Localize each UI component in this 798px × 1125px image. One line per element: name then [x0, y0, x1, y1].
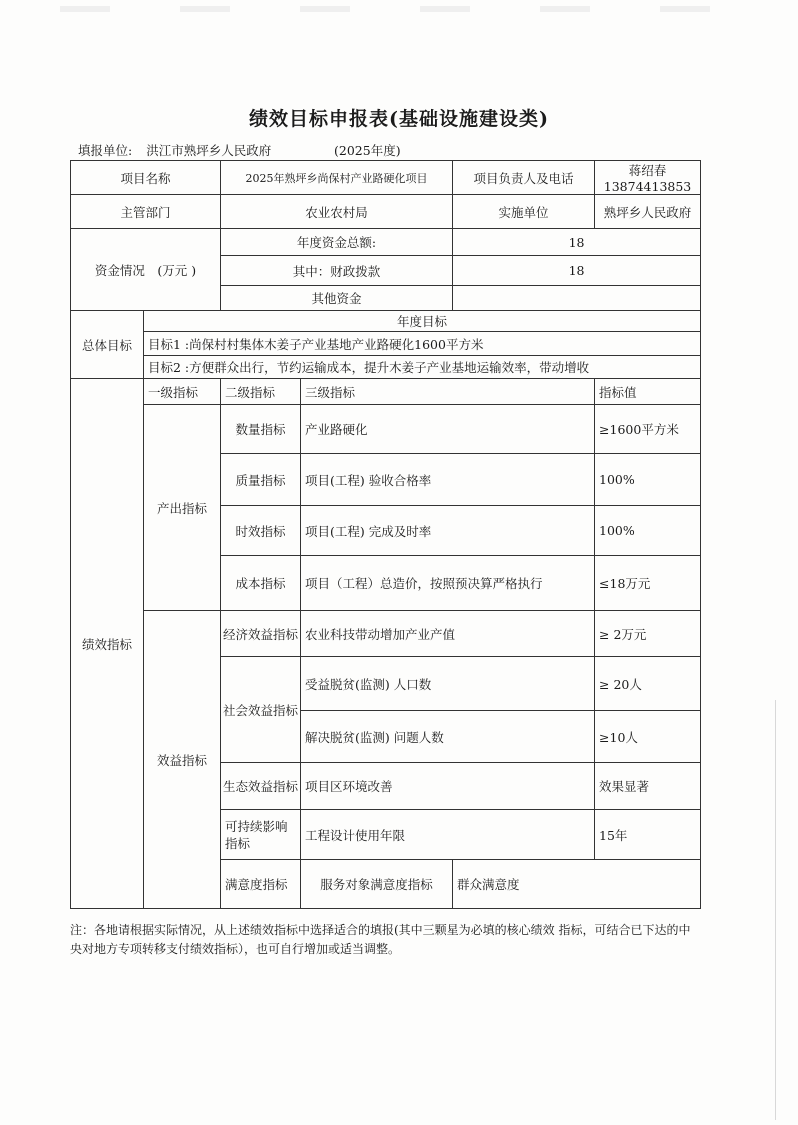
- funds-other-value: [453, 286, 701, 311]
- funds-row-total: [71, 229, 701, 256]
- satisfaction-l1: 满意度指标: [221, 860, 301, 909]
- benefit-label: 效益指标: [144, 611, 221, 909]
- footnote: 注：各地请根据实际情况，从上述绩效指标中选择适合的填报(其中三颗星为必填的核心绩效 指标，可结合已下达的中央对地方专项转移支付绩效指标），也可自行增加或适当调整。: [70, 923, 691, 956]
- funds-total-value: 18: [453, 229, 701, 256]
- output-l3: 项目(工程) 验收合格率: [301, 454, 595, 506]
- goal-item-1: 目标1 :尚保村村集体木姜子产业基地产业路硬化1600平方米: [144, 332, 701, 356]
- goals-header-row: [71, 311, 701, 332]
- funds-total-label: 年度资金总额:: [221, 229, 453, 256]
- unit-line: [78, 141, 401, 159]
- goals-label: 总体目标: [71, 311, 144, 379]
- scan-edge-line: [775, 700, 776, 1120]
- funds-other-label: 其他资金: [221, 286, 453, 311]
- project-leader-label: 项目负责人及电话: [453, 161, 595, 195]
- performance-form-table: [70, 160, 701, 909]
- header-value: 指标值: [595, 379, 701, 405]
- benefit-ecology-l2: 生态效益指标: [221, 763, 301, 810]
- goal-row-2: [71, 356, 701, 379]
- output-label: 产出指标: [144, 405, 221, 611]
- goals-header: 年度目标: [144, 311, 701, 332]
- benefit-sustain-l2: 可持续影响指标: [221, 810, 301, 860]
- output-l3: 项目（工程）总造价，按照预决算严格执行: [301, 556, 595, 611]
- satisfaction-l3: 群众满意度: [453, 860, 701, 909]
- impl-label: 实施单位: [453, 195, 595, 229]
- benefit-economic-value: ≥ 2万元: [595, 611, 701, 657]
- project-name-label: 项目名称: [71, 161, 221, 195]
- output-value: 100%: [595, 454, 701, 506]
- benefit-economic-l3: 农业科技带动增加产业产值: [301, 611, 595, 657]
- benefit-economic-l2: 经济效益指标: [221, 611, 301, 657]
- header-level1: 一级指标: [144, 379, 221, 405]
- unit-value: 洪江市熟坪乡人民政府: [146, 143, 272, 158]
- scan-marks: [60, 6, 760, 12]
- fiscal-year: (2025年度): [334, 143, 401, 158]
- impl-value: 熟坪乡人民政府: [595, 195, 701, 229]
- benefit-social-value: ≥10人: [595, 711, 701, 763]
- benefit-social-l3: 解决脱贫(监测) 问题人数: [301, 711, 595, 763]
- output-l3: 项目(工程) 完成及时率: [301, 506, 595, 556]
- output-value: 100%: [595, 506, 701, 556]
- dept-label: 主管部门: [71, 195, 221, 229]
- output-value: ≤18万元: [595, 556, 701, 611]
- output-row-quantity: [71, 405, 701, 454]
- benefit-row-economic: [71, 611, 701, 657]
- benefit-social-l3: 受益脱贫(监测) 人口数: [301, 657, 595, 711]
- project-leader-value: 蒋绍春13874413853: [595, 161, 701, 195]
- output-l2: 时效指标: [221, 506, 301, 556]
- benefit-sustain-value: 15年: [595, 810, 701, 860]
- satisfaction-l2: 服务对象满意度指标: [301, 860, 453, 909]
- indicators-label: 绩效指标: [71, 379, 144, 909]
- benefit-social-value: ≥ 20人: [595, 657, 701, 711]
- header-level2: 二级指标: [221, 379, 301, 405]
- goal-row-1: [71, 332, 701, 356]
- project-row: [71, 161, 701, 195]
- output-l3: 产业路硬化: [301, 405, 595, 454]
- header-level3: 三级指标: [301, 379, 595, 405]
- benefit-social-l2: 社会效益指标: [221, 657, 301, 763]
- benefit-ecology-value: 效果显著: [595, 763, 701, 810]
- dept-row: [71, 195, 701, 229]
- indicator-header-row: [71, 379, 701, 405]
- output-l2: 成本指标: [221, 556, 301, 611]
- benefit-sustain-l3: 工程设计使用年限: [301, 810, 595, 860]
- funds-label: 资金情况 (万元 ): [71, 229, 221, 311]
- goal-item-2: 目标2 :方便群众出行，节约运输成本，提升木姜子产业基地运输效率，带动增收: [144, 356, 701, 379]
- page-title: 绩效目标申报表(基础设施建设类): [249, 108, 549, 130]
- project-name-value: 2025年熟坪乡尚保村产业路硬化项目: [221, 161, 453, 195]
- output-l2: 数量指标: [221, 405, 301, 454]
- output-value: ≥1600平方米: [595, 405, 701, 454]
- funds-fiscal-label: 其中：财政拨款: [221, 256, 453, 286]
- output-l2: 质量指标: [221, 454, 301, 506]
- unit-label: 填报单位:: [78, 143, 133, 158]
- funds-fiscal-value: 18: [453, 256, 701, 286]
- dept-value: 农业农村局: [221, 195, 453, 229]
- benefit-ecology-l3: 项目区环境改善: [301, 763, 595, 810]
